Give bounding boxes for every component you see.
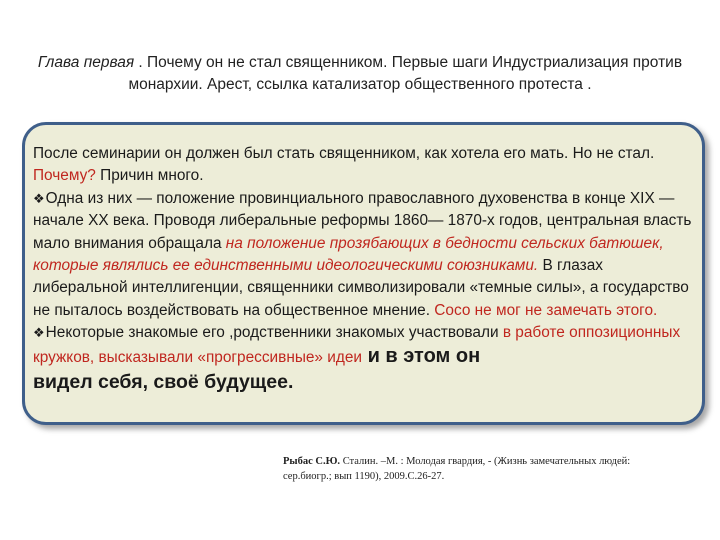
bullet-1-text-b: В глазах либеральной интеллигенции, священники символизировали «темные силы», а государство не пыталось воздействовать на общественное мнение. bbox=[33, 257, 689, 319]
citation-author: Рыбас С.Ю. bbox=[283, 456, 341, 467]
paragraph-intro bbox=[33, 143, 693, 188]
heading-chapter-label: Глава первая bbox=[37, 54, 135, 71]
card-text bbox=[33, 143, 693, 395]
bullet-item-1 bbox=[33, 188, 693, 322]
bullet-item-2 bbox=[33, 322, 693, 369]
heading-title: . Почему он не стал священником. Первые шаги Индустриализация против монархии. Арест, ссылка катализатор общественного протеста . bbox=[128, 54, 683, 93]
source-citation bbox=[283, 454, 663, 484]
diamond-bullet-icon: ❖ bbox=[33, 190, 45, 206]
bullet-2-emphasis: и в этом он bbox=[362, 344, 481, 367]
intro-text: После семинарии он должен был стать священником, как хотела его мать. Но не стал. bbox=[33, 145, 655, 162]
citation-text: Сталин. –М. : Молодая гвардия, - (Жизнь замечательных людей: сер.биогр.; вып 1190), 2009.С.26-27. bbox=[283, 456, 631, 482]
intro-question: Почему? bbox=[33, 167, 96, 185]
intro-tail: Причин много. bbox=[95, 167, 204, 185]
slide-heading bbox=[30, 52, 690, 96]
bullet-2-text-a: Некоторые знакомые его ,родственники знакомых участвовали bbox=[45, 324, 499, 342]
bullet-1-highlight: на положение прозябающих в бедности сельских батюшек, которые являлись ее единственными идеологическими союзниками. bbox=[33, 234, 664, 275]
bullet-1-conclusion: Сосо не мог не замечать этого. bbox=[430, 301, 658, 319]
bullet-1-text-a: Одна из них — положение провинциального православного духовенства в конце XIX — начале XX века. Проводя либеральные реформы 1860— 1870-х годов, центральная власть мало внимания обращала bbox=[33, 189, 692, 252]
diamond-bullet-icon: ❖ bbox=[33, 325, 45, 341]
bullet-2-highlight: в работе оппозиционных кружков, высказывали «прогрессивные» идеи bbox=[33, 324, 681, 366]
bullet-2-final-line: видел себя, своё будущее. bbox=[33, 371, 294, 394]
